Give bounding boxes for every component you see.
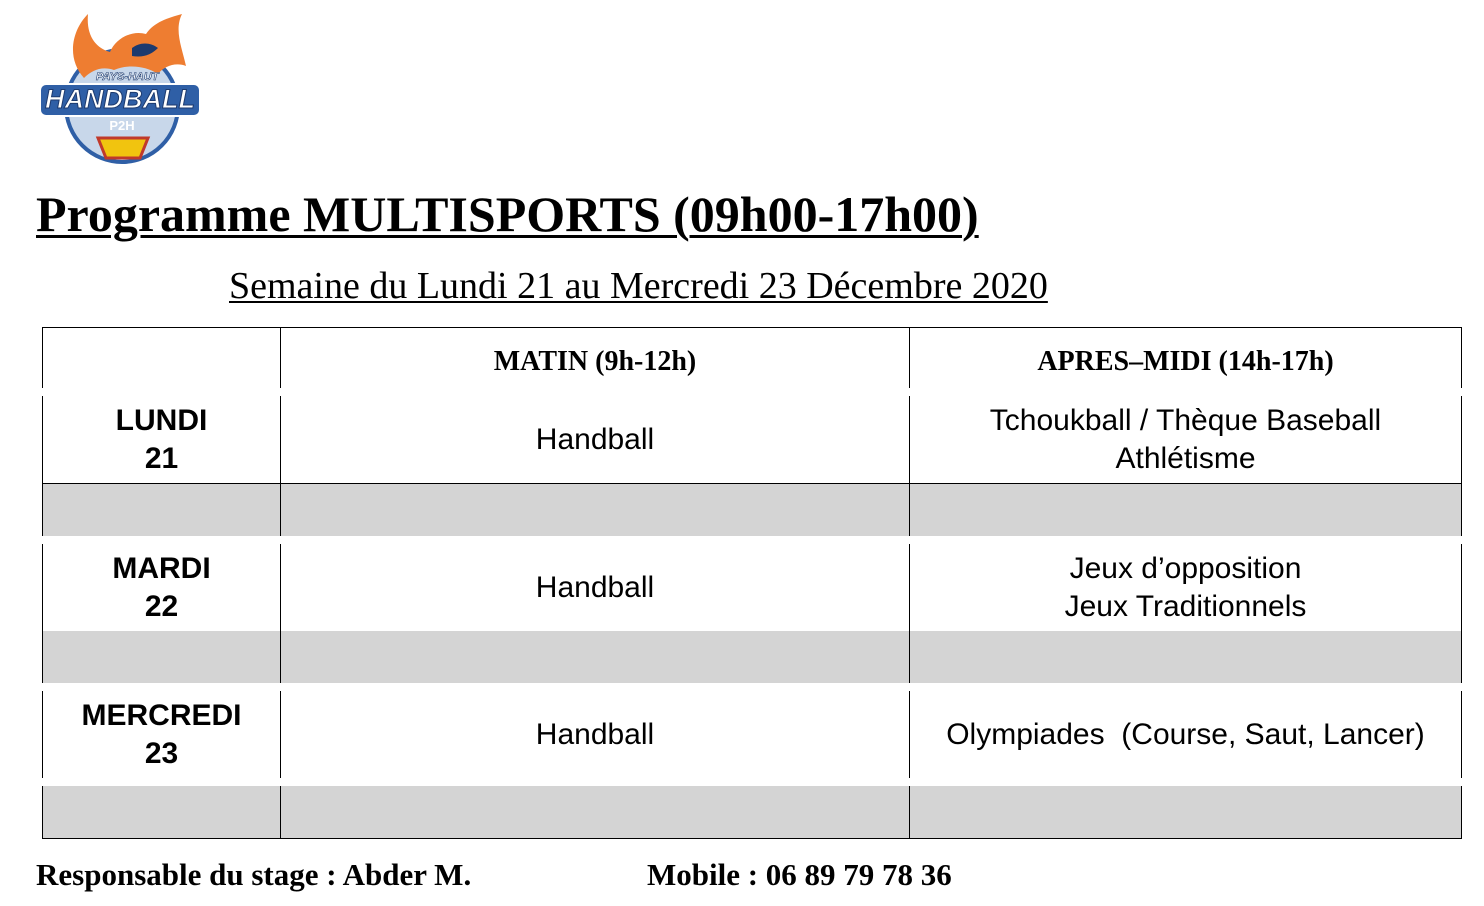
- table-header-row: [43, 328, 1462, 393]
- afternoon-activity: Tchoukball / Thèque Baseball: [989, 403, 1382, 437]
- separator-row: [43, 631, 1462, 687]
- day-cell: [43, 687, 281, 782]
- afternoon-activity: Olympiades (Course, Saut, Lancer): [946, 717, 1425, 751]
- afternoon-activity: Athlétisme: [1115, 441, 1256, 475]
- morning-cell: Handball: [281, 540, 910, 631]
- schedule-table: [42, 327, 1462, 839]
- header-afternoon: APRES–MIDI (14h-17h): [910, 328, 1462, 393]
- page-subtitle: Semaine du Lundi 21 au Mercredi 23 Décembre 2020: [229, 265, 1048, 307]
- separator-row: [43, 782, 1462, 839]
- morning-cell: Handball: [281, 392, 910, 484]
- stage-manager: Responsable du stage : Abder M.: [36, 857, 472, 892]
- table-row: [43, 540, 1462, 631]
- logo-bottom-stripes: [98, 138, 148, 158]
- table-row: [43, 392, 1462, 484]
- day-date: 23: [144, 736, 179, 770]
- day-name: MARDI: [112, 551, 211, 585]
- day-name: LUNDI: [115, 403, 208, 437]
- logo-top-text: PAYS-HAUT: [96, 71, 159, 83]
- table-row: [43, 687, 1462, 782]
- afternoon-cell: [910, 687, 1462, 782]
- afternoon-activity: Jeux d’opposition: [1069, 551, 1302, 585]
- separator-row: [43, 484, 1462, 541]
- day-name: MERCREDI: [81, 698, 242, 732]
- day-date: 21: [144, 441, 179, 475]
- logo-bottom-text: P2H: [109, 118, 135, 133]
- day-cell: [43, 392, 281, 484]
- header-morning: MATIN (9h-12h): [281, 328, 910, 393]
- page-title: Programme MULTISPORTS (09h00-17h00): [36, 186, 979, 242]
- afternoon-activity: Jeux Traditionnels: [1064, 589, 1307, 623]
- morning-cell: Handball: [281, 687, 910, 782]
- club-logo: [36, 8, 204, 166]
- afternoon-cell: [910, 392, 1462, 484]
- day-date: 22: [144, 589, 179, 623]
- afternoon-cell: [910, 540, 1462, 631]
- logo-main-text: HANDBALL: [45, 84, 195, 114]
- mobile-number: Mobile : 06 89 79 78 36: [647, 857, 952, 892]
- day-cell: [43, 540, 281, 631]
- header-empty-cell: [43, 328, 281, 393]
